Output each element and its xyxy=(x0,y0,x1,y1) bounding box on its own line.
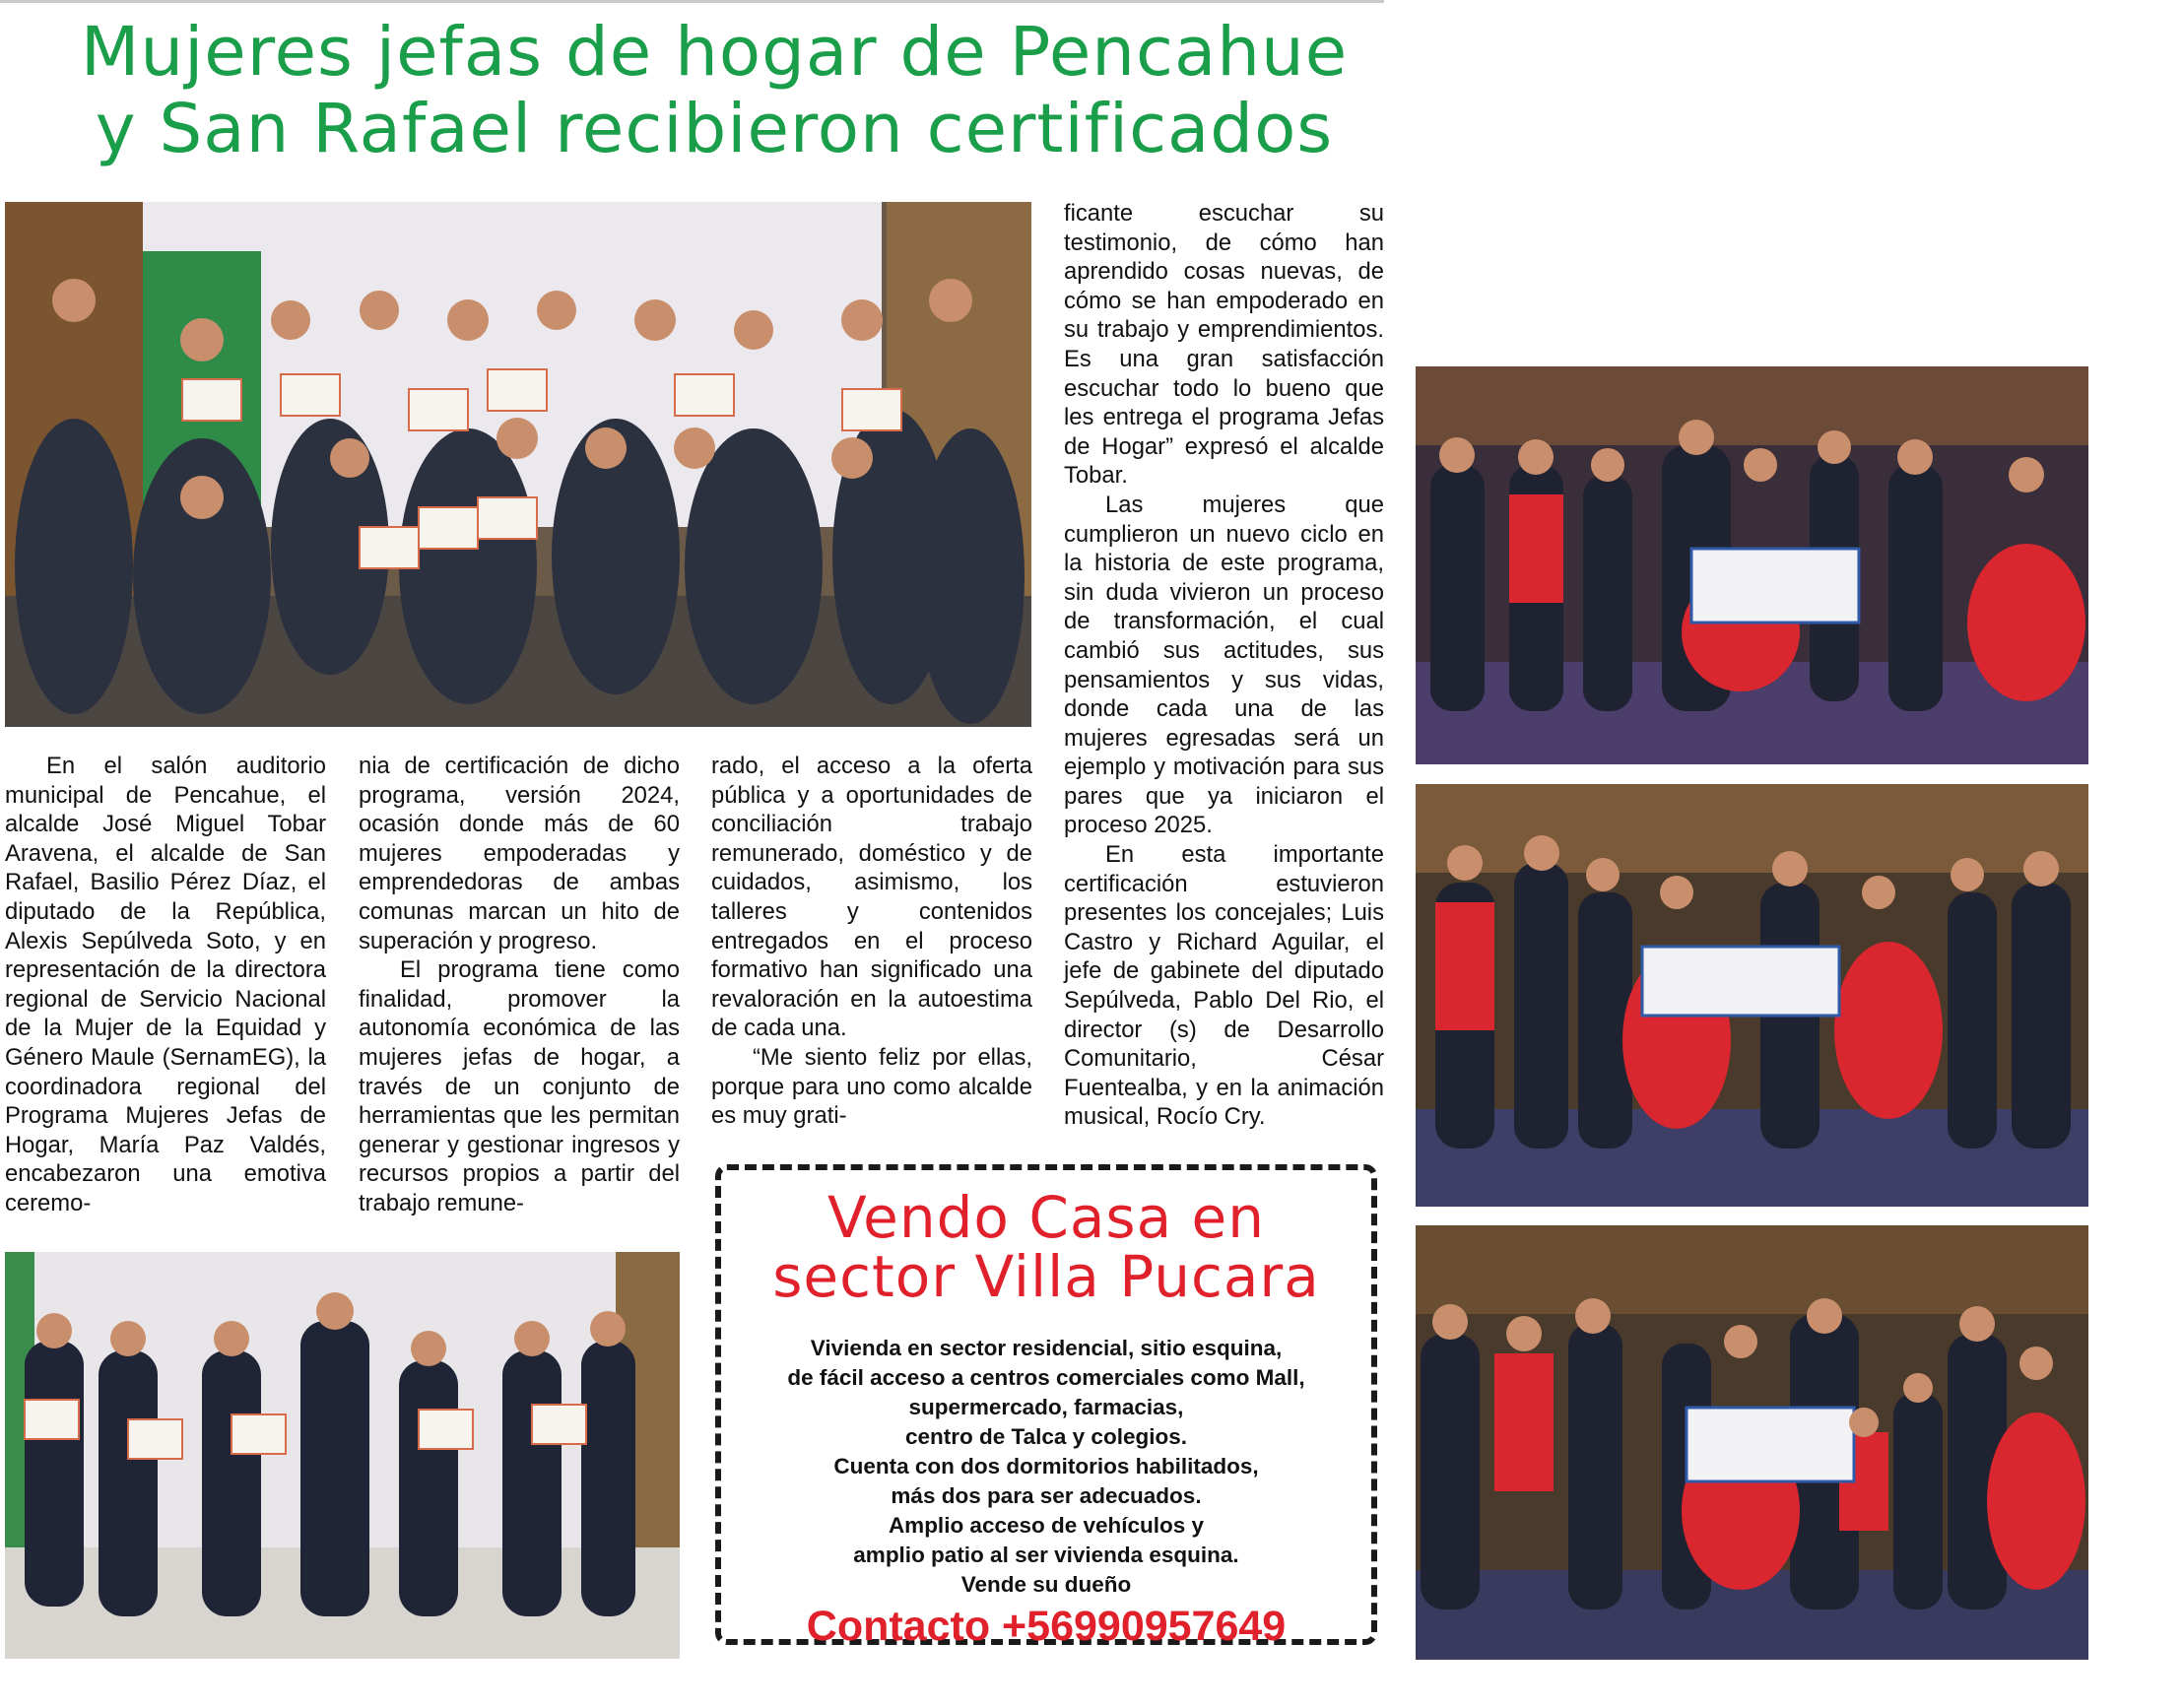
article-column-1 xyxy=(5,752,326,1218)
headline-line-1: Mujeres jefas de hogar de Pencahue xyxy=(80,13,1349,92)
paragraph: nia de certificación de dicho programa, versión 2024, ocasión donde más de 60 mujeres empoderadas y emprendedoras de ambas comunas marcan un hito de superación y progreso. xyxy=(359,753,680,954)
paragraph: “Me siento feliz por ellas, porque para uno como alcalde es muy grati- xyxy=(711,1043,1032,1130)
ad-line: amplio patio al ser vivienda esquina. xyxy=(853,1543,1239,1567)
article-column-2 xyxy=(359,752,680,1218)
ad-title-line-1: Vendo Casa en xyxy=(827,1184,1266,1251)
ad-line: Vende su dueño xyxy=(960,1572,1132,1597)
ad-title-line-2: sector Villa Pucara xyxy=(772,1243,1320,1310)
paragraph: El programa tiene como finalidad, promover la autonomía económica de las mujeres jefas de hogar, a través de un conjunto de herramientas que les permitan generar y gestionar ingresos y recursos propios a partir del trabajo remune- xyxy=(359,956,680,1216)
event-photo-2 xyxy=(1416,784,2088,1207)
paragraph: En el salón auditorio municipal de Pencahue, el alcalde José Miguel Tobar Aravena, el alcalde de San Rafael, Basilio Pérez Díaz, el diputado de la República, Alexis Sepúlveda Soto, y en representación de la directora regional de Servicio Nacional de la Mujer de la Equidad y Género Maule (SernamEG), la coordinadora regional del Programa Mujeres Jefas de Hogar, María Paz Valdés, encabezaron una emotiva ceremo- xyxy=(5,753,326,1216)
main-group-photo xyxy=(5,202,1031,727)
top-rule xyxy=(0,0,1384,3)
second-group-photo xyxy=(5,1252,680,1659)
paragraph: rado, el acceso a la oferta pública y a oportunidades de conciliación trabajo remunerado, doméstico y de cuidados, asimismo, los talleres y contenidos entregados en el proceso formativo han significado una revaloración en la autoestima de cada una. xyxy=(711,753,1032,1042)
article-column-3 xyxy=(711,752,1032,1131)
ad-line: centro de Talca y colegios. xyxy=(905,1424,1187,1449)
ad-title xyxy=(721,1184,1371,1310)
article-headline xyxy=(39,14,1389,167)
ad-line: Amplio acceso de vehículos y xyxy=(888,1513,1205,1538)
paragraph: Las mujeres que cumplieron un nuevo ciclo en la historia de este programa, sin duda vivieron un proceso de transformación, el cual cambió sus actitudes, sus pensamientos y sus vidas, donde cada una de las mujeres egresadas será un ejemplo y motivación para sus pares que ya iniciaron el proceso 2025. xyxy=(1064,491,1384,839)
headline-line-2: y San Rafael recibieron certificados xyxy=(95,90,1334,168)
ad-line: Vivienda en sector residencial, sitio esquina, xyxy=(810,1336,1283,1360)
paragraph: ficante escuchar su testimonio, de cómo han aprendido cosas nuevas, de cómo se han empoderado en su trabajo y emprendimientos. Es una gran satisfacción escuchar todo lo bueno que les entrega el programa Jefas de Hogar” expresó el alcalde Tobar. xyxy=(1064,200,1384,490)
ad-line: Cuenta con dos dormitorios habilitados, xyxy=(833,1454,1259,1478)
event-photo-1 xyxy=(1416,366,2088,764)
ad-description xyxy=(721,1334,1371,1600)
classified-ad xyxy=(715,1164,1377,1650)
ad-line: supermercado, farmacias, xyxy=(908,1395,1184,1419)
ad-contact-phone: Contacto +56990957649 xyxy=(806,1603,1287,1650)
paragraph: En esta importante certificación estuvieron presentes los concejales; Luis Castro y Richard Aguilar, el jefe de gabinete del diputado Sepúlveda, Pablo Del Rio, el director (s) de Desarrollo Comunitario, César Fuentealba, y en la animación musical, Rocío Cry. xyxy=(1064,841,1384,1131)
article-column-4 xyxy=(1064,199,1384,1132)
event-photo-3 xyxy=(1416,1225,2088,1660)
ad-line: de fácil acceso a centros comerciales como Mall, xyxy=(787,1365,1305,1390)
ad-line: más dos para ser adecuados. xyxy=(891,1483,1202,1508)
